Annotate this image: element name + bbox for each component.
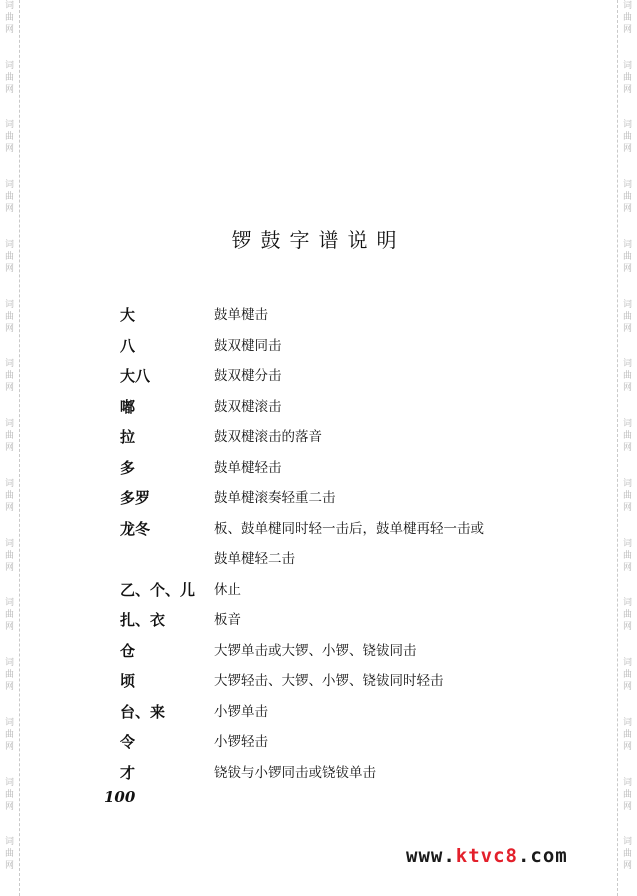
watermark-group: [5, 0, 14, 60]
watermark-char: 词: [4, 359, 14, 370]
watermark-char: 词: [4, 180, 14, 191]
notation-description: 铙钹与小锣同击或铙钹单击: [214, 764, 376, 781]
notation-description: 鼓单楗击: [214, 307, 268, 323]
watermark-char: 词: [4, 658, 14, 669]
watermark-group: [5, 358, 14, 418]
notation-description: 鼓双楗滚击: [214, 398, 282, 415]
watermark-group: [5, 299, 14, 359]
notation-entry: [120, 361, 560, 392]
notation-term: 才: [120, 763, 136, 782]
notation-description: 鼓双楗滚击的落音: [214, 429, 322, 445]
notation-description: 小锣轻击: [214, 734, 268, 750]
watermark-char: 词: [4, 598, 14, 609]
watermark-char: 曲: [622, 550, 632, 561]
watermark-char: 网: [4, 263, 14, 274]
watermark-char: 网: [622, 323, 632, 334]
notation-entry: [120, 300, 560, 331]
notation-entry: [120, 758, 560, 789]
watermark-char: 词: [622, 777, 632, 788]
watermark-group: [5, 478, 14, 538]
watermark-group: [623, 836, 632, 896]
watermark-char: 曲: [622, 849, 632, 860]
watermark-char: 曲: [4, 311, 14, 322]
watermark-char: 网: [622, 502, 632, 513]
watermark-char: 网: [622, 682, 632, 693]
watermark-char: 词: [4, 717, 14, 728]
watermark-group: [623, 478, 632, 538]
watermark-char: 词: [4, 777, 14, 788]
left-watermark-strip: [0, 0, 20, 896]
watermark-char: 曲: [4, 431, 14, 442]
watermark-char: 词: [4, 837, 14, 848]
watermark-char: 曲: [4, 371, 14, 382]
watermark-char: 词: [622, 598, 632, 609]
watermark-char: 曲: [622, 610, 632, 621]
watermark-char: 网: [622, 861, 632, 872]
notation-description: 大锣轻击、大锣、小锣、铙钹同时轻击: [214, 673, 444, 689]
watermark-char: 曲: [4, 550, 14, 561]
watermark-char: 网: [622, 84, 632, 95]
notation-entry: [120, 422, 560, 453]
watermark-char: 网: [622, 622, 632, 633]
watermark-char: 词: [622, 359, 632, 370]
page-number: 100: [104, 788, 136, 806]
notation-term: 嘟: [120, 397, 136, 416]
notation-term: 龙冬: [120, 519, 151, 538]
watermark-char: 曲: [622, 431, 632, 442]
watermark-char: 网: [4, 144, 14, 155]
watermark-char: 曲: [622, 670, 632, 681]
watermark-char: 网: [4, 861, 14, 872]
watermark-char: 网: [622, 25, 632, 35]
watermark-group: [623, 777, 632, 837]
watermark-group: [623, 597, 632, 657]
watermark-char: 网: [4, 443, 14, 454]
watermark-group: [623, 119, 632, 179]
watermark-char: 词: [4, 478, 14, 489]
watermark-char: 曲: [4, 849, 14, 860]
watermark-char: 网: [4, 741, 14, 752]
notation-description: 鼓双楗同击: [214, 337, 282, 354]
site-watermark: [406, 845, 568, 867]
watermark-char: 曲: [622, 13, 632, 23]
watermark-char: 曲: [622, 371, 632, 382]
watermark-char: 网: [622, 144, 632, 155]
watermark-group: [5, 538, 14, 598]
watermark-char: 词: [4, 299, 14, 310]
watermark-char: 词: [622, 717, 632, 728]
site-watermark-prefix: www.: [406, 845, 456, 867]
watermark-group: [5, 60, 14, 120]
watermark-group: [623, 299, 632, 359]
notation-entry: [120, 331, 560, 362]
watermark-char: 网: [4, 562, 14, 573]
watermark-char: 词: [622, 1, 632, 11]
watermark-char: 词: [4, 60, 14, 71]
watermark-group: [5, 777, 14, 837]
watermark-group: [5, 717, 14, 777]
watermark-char: 网: [4, 383, 14, 394]
watermark-char: 网: [4, 84, 14, 95]
notation-entry: [120, 636, 560, 667]
watermark-char: 曲: [4, 251, 14, 262]
watermark-char: 曲: [4, 132, 14, 143]
watermark-char: 网: [4, 25, 14, 35]
notation-description: 板音: [214, 612, 241, 628]
watermark-char: 网: [622, 383, 632, 394]
watermark-char: 网: [622, 204, 632, 215]
watermark-group: [5, 418, 14, 478]
watermark-char: 词: [4, 120, 14, 131]
watermark-char: 网: [622, 562, 632, 573]
notation-entry: [120, 697, 560, 728]
watermark-char: 网: [622, 443, 632, 454]
watermark-char: 词: [622, 60, 632, 71]
watermark-char: 网: [4, 682, 14, 693]
watermark-char: 曲: [622, 789, 632, 800]
notation-term: 多罗: [120, 489, 151, 507]
watermark-char: 词: [4, 538, 14, 549]
watermark-char: 词: [4, 419, 14, 430]
notation-term: 台、来: [120, 702, 166, 721]
watermark-group: [5, 657, 14, 717]
watermark-group: [5, 597, 14, 657]
watermark-char: 词: [622, 299, 632, 310]
watermark-char: 曲: [622, 729, 632, 740]
watermark-char: 曲: [622, 311, 632, 322]
notation-entry: [120, 544, 560, 575]
site-watermark-suffix: .com: [517, 845, 568, 867]
watermark-char: 曲: [4, 729, 14, 740]
watermark-char: 曲: [622, 192, 632, 203]
watermark-char: 曲: [4, 192, 14, 203]
notation-description: 鼓双楗分击: [214, 368, 282, 384]
watermark-char: 网: [4, 204, 14, 215]
watermark-group: [5, 836, 14, 896]
notation-entry: [120, 727, 560, 758]
watermark-char: 网: [622, 801, 632, 812]
watermark-char: 曲: [4, 610, 14, 621]
notation-description: 鼓单楗轻击: [214, 459, 282, 476]
watermark-char: 词: [622, 120, 632, 131]
notation-term: 拉: [120, 428, 136, 446]
notation-term: 大八: [120, 367, 151, 385]
notation-entry: [120, 453, 560, 484]
notation-term: 顷: [120, 672, 136, 690]
watermark-char: 网: [4, 801, 14, 812]
notation-term: 仓: [120, 641, 136, 660]
right-watermark-strip: [617, 0, 637, 896]
watermark-char: 词: [622, 239, 632, 250]
notation-entry: [120, 514, 560, 545]
notation-term: 扎、衣: [120, 611, 166, 629]
watermark-group: [623, 538, 632, 598]
notation-description: 大锣单击或大锣、小锣、铙钹同击: [214, 642, 417, 659]
notation-term: 八: [120, 336, 136, 355]
watermark-char: 网: [622, 741, 632, 752]
page-title: 锣鼓字谱说明: [231, 228, 406, 252]
notation-term: 令: [120, 733, 136, 751]
watermark-char: 词: [4, 239, 14, 250]
watermark-char: 词: [622, 837, 632, 848]
notation-entry: [120, 575, 560, 606]
watermark-group: [623, 657, 632, 717]
notation-description: 鼓单楗滚奏轻重二击: [214, 490, 336, 506]
watermark-group: [623, 358, 632, 418]
watermark-char: 词: [622, 658, 632, 669]
watermark-char: 曲: [4, 670, 14, 681]
watermark-char: 网: [4, 502, 14, 513]
notation-entry: [120, 666, 560, 697]
watermark-group: [623, 717, 632, 777]
notation-term: 大: [120, 306, 136, 324]
watermark-char: 网: [4, 323, 14, 334]
watermark-char: 曲: [622, 251, 632, 262]
watermark-char: 网: [622, 263, 632, 274]
watermark-group: [623, 60, 632, 120]
watermark-char: 词: [4, 1, 14, 11]
notation-list: [120, 300, 560, 788]
notation-description: 休止: [214, 581, 241, 598]
watermark-group: [5, 119, 14, 179]
watermark-char: 词: [622, 180, 632, 191]
watermark-char: 曲: [4, 789, 14, 800]
watermark-char: 曲: [4, 13, 14, 23]
site-watermark-brand: ktvc8: [455, 845, 518, 867]
notation-entry: [120, 483, 560, 514]
watermark-group: [623, 0, 632, 60]
watermark-char: 词: [622, 538, 632, 549]
notation-term: 乙、个、儿: [120, 580, 196, 599]
watermark-char: 曲: [622, 132, 632, 143]
notation-description: 鼓单楗轻二击: [214, 551, 295, 567]
notation-entry: [120, 392, 560, 423]
watermark-char: 曲: [622, 72, 632, 83]
watermark-char: 词: [622, 419, 632, 430]
notation-description: 小锣单击: [214, 703, 268, 720]
watermark-char: 曲: [4, 490, 14, 501]
notation-entry: [120, 605, 560, 636]
watermark-char: 词: [622, 478, 632, 489]
notation-description: 板、鼓单楗同时轻一击后，鼓单楗再轻一击或: [214, 520, 484, 537]
watermark-char: 网: [4, 622, 14, 633]
watermark-char: 曲: [4, 72, 14, 83]
watermark-group: [623, 418, 632, 478]
watermark-char: 曲: [622, 490, 632, 501]
notation-term: 多: [120, 458, 136, 477]
